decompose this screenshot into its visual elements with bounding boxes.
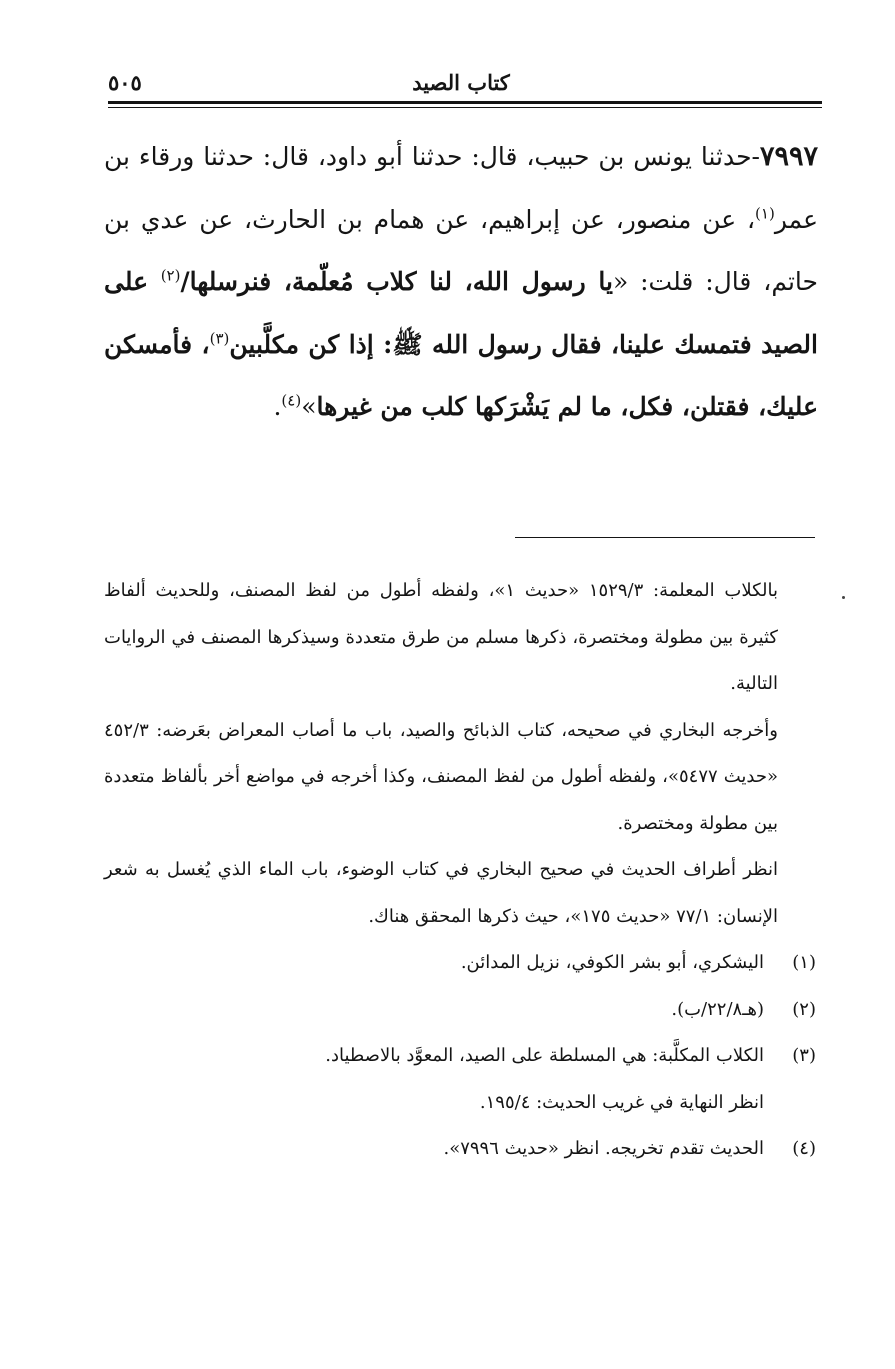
footnote-text: اليشكري، أبو بشر الكوفي، نزيل المدائن. — [460, 952, 764, 973]
chapter-title: كتاب الصيد — [412, 70, 510, 95]
hadith-matn-1: يا رسول الله، لنا كلاب مُعلّمة، فنرسلها/ — [180, 267, 613, 296]
footnote-3-reference: انظر النهاية في غريب الحديث: ١٩٥/٤. — [479, 1091, 764, 1113]
footnotes — [104, 568, 816, 1173]
footnote-number: (٤) — [792, 1138, 816, 1159]
footnote-number: (٣) — [792, 1045, 816, 1066]
hadith-chain-2: ، عن منصور، عن إبراهيم، عن همام بن الحارث، عن عدي بن حاتم، قال: قلت: « — [104, 204, 819, 296]
footnote-text: الحديث تقدم تخريجه. انظر «حديث ٧٩٩٦». — [443, 1138, 764, 1159]
footnote-atraf: انظر أطراف الحديث في صحيح البخاري في كتاب الوضوء، باب الماء الذي يُغسل به شعر الإنسان: ٧٧/١ «حديث ١٧٥»، حيث ذكرها المحقق هناك. — [104, 859, 778, 927]
footnote-bukhari: وأخرجه البخاري في صحيحه، كتاب الذبائح والصيد، باب ما أصاب المعراض بعَرضه: ٤٥٢/٣ «حديث ٥٤٧٧»، ولفظه أطول من لفظ المصنف، وكذا أخرجه في مواضع أخر بألفاظ متعددة بين مطولة ومختصرة. — [104, 719, 779, 834]
hadith-text — [104, 126, 818, 439]
header-rule — [108, 101, 822, 104]
footnote-continuation: بالكلاب المعلمة: ١٥٢٩/٣ «حديث ١»، ولفظه أطول من لفظ المصنف، وللحديث ألفاظ كثيرة بين مطولة ومختصرة، ذكرها مسلم من طرق متعددة وسيذكرها المصنف في الروايات التالية. — [104, 580, 779, 694]
footnote-1 — [104, 940, 816, 987]
quote-close: » — [301, 392, 317, 421]
hadith-end: . — [273, 392, 282, 421]
hadith-chain: -حدثنا يونس بن حبيب، قال: حدثنا أبو داود، قال: حدثنا ورقاء بن عمر — [104, 142, 818, 234]
footnote-text: الكلاب المكلَّبة: هي المسلطة على الصيد، المعوَّد بالاصطياد. — [325, 1045, 764, 1066]
footnote-3 — [104, 1033, 816, 1080]
footnote-4 — [104, 1126, 816, 1173]
note-marker-3: (٣) — [209, 329, 230, 348]
hadith-matn-2: على الصيد فتمسك علينا، فقال رسول الله ﷺ: إذا كن مكلَّبين — [104, 267, 818, 359]
margin-speck — [842, 596, 845, 599]
footnote-number: (١) — [792, 952, 816, 973]
footnote-text: (هـ٢٢/٨/ب). — [671, 998, 764, 1020]
footnote-separator — [515, 537, 815, 538]
page-number: ٥٠٥ — [108, 70, 142, 95]
note-marker-2: (٢) — [160, 266, 181, 285]
hadith-matn-3: ، فأمسكن عليك، فقتلن، فكل، ما لم يَشْرَكها كلب من غيرها — [104, 329, 818, 421]
note-marker-1: (١) — [755, 204, 775, 223]
hadith-number: ٧٩٩٧ — [759, 141, 818, 172]
footnote-number: (٢) — [792, 998, 816, 1020]
header-rule-thin — [108, 107, 822, 108]
running-header — [108, 66, 814, 106]
note-marker-4: (٤) — [281, 391, 302, 410]
footnote-2 — [104, 987, 816, 1034]
